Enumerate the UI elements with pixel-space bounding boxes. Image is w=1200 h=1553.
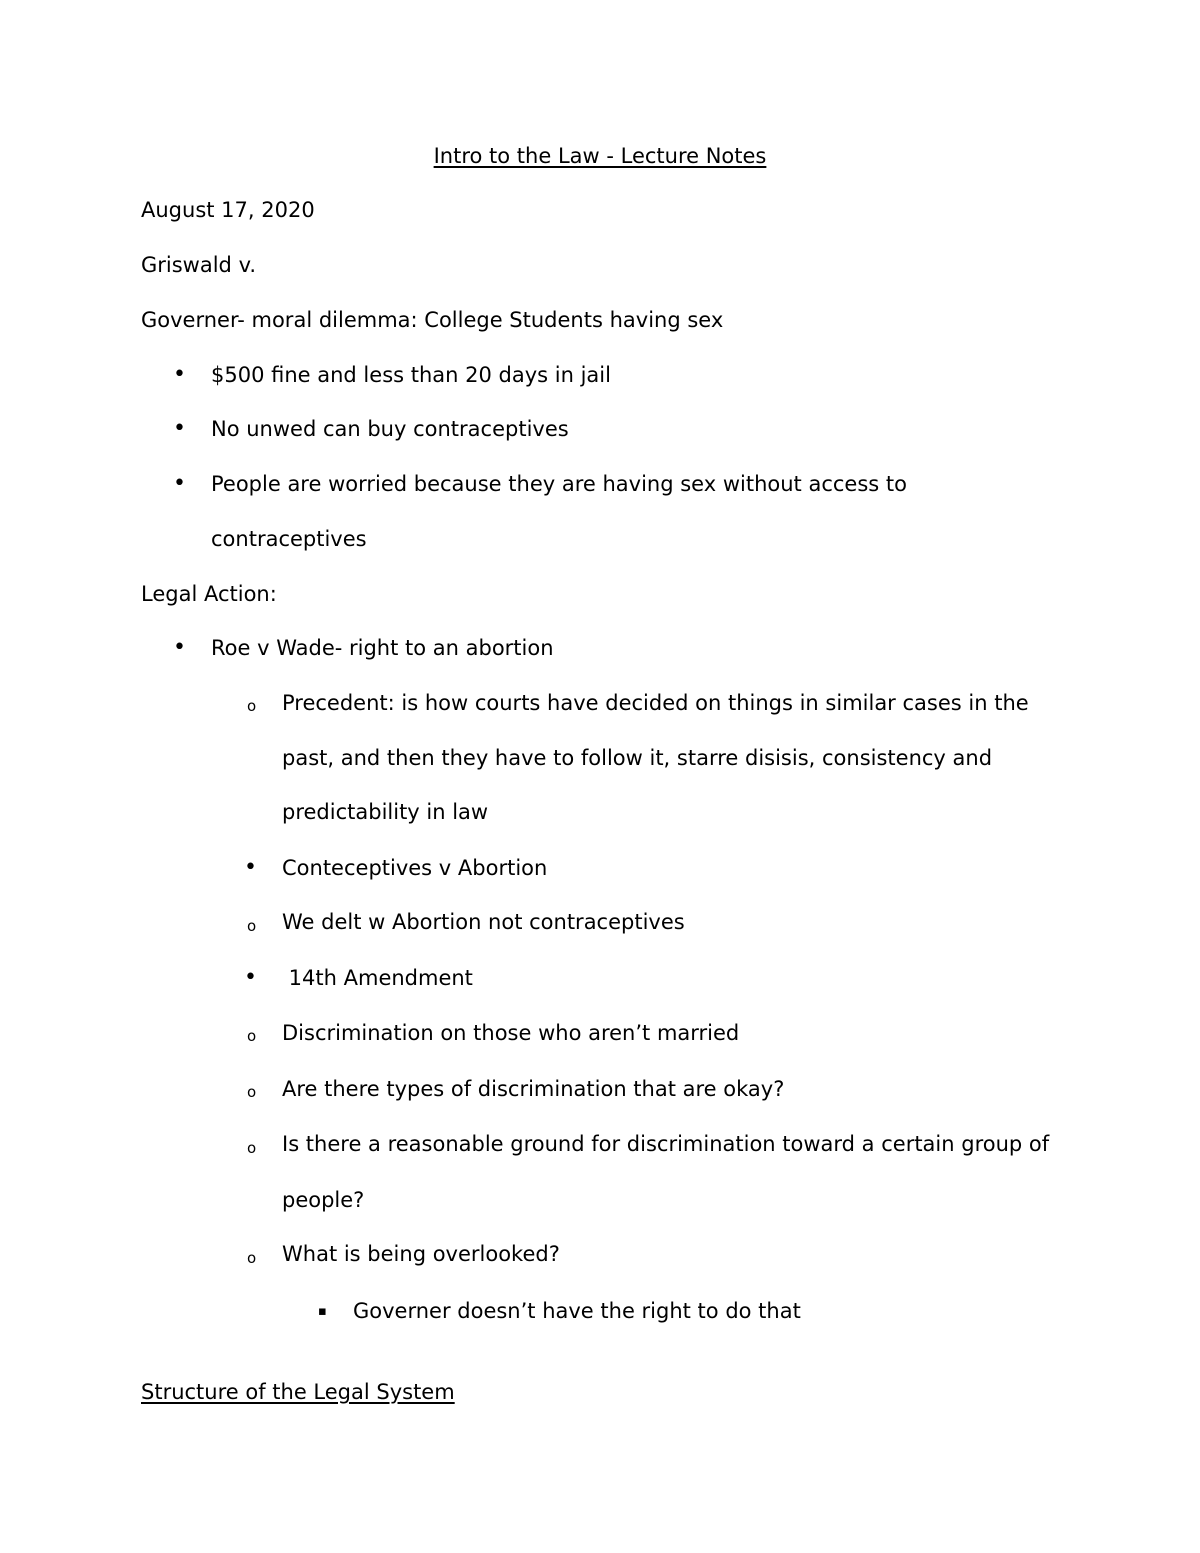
circle-marker: o — [247, 1139, 257, 1157]
list-item: Conteceptives v Abortion — [282, 856, 548, 880]
circle-marker: o — [247, 697, 257, 715]
list-item: Is there a reasonable ground for discrimination toward a certain group of — [282, 1132, 1050, 1156]
list-item: Precedent: is how courts have decided on things in similar cases in the — [282, 691, 1029, 715]
bullet-marker: • — [173, 416, 186, 441]
list-item: Discrimination on those who aren’t married — [282, 1021, 740, 1045]
bullet-marker: • — [173, 635, 186, 660]
list-item: 14th Amendment — [282, 966, 473, 990]
bullet-marker: • — [244, 855, 257, 880]
case-name: Griswald v. — [141, 253, 257, 277]
list-item: What is being overlooked? — [282, 1242, 560, 1266]
list-item: Roe v Wade- right to an abortion — [211, 636, 554, 660]
circle-marker: o — [247, 917, 257, 935]
list-item: $500 fine and less than 20 days in jail — [211, 363, 611, 387]
bullet-marker: • — [173, 471, 186, 496]
list-item-continuation: people? — [282, 1188, 365, 1212]
circle-marker: o — [247, 1027, 257, 1045]
document-title: Intro to the Law - Lecture Notes — [433, 144, 767, 168]
bullet-marker: • — [244, 965, 257, 990]
bullet-marker: • — [173, 362, 186, 387]
list-item: Are there types of discrimination that are okay? — [282, 1077, 785, 1101]
list-item-continuation: contraceptives — [211, 527, 367, 551]
legal-action-label: Legal Action: — [141, 582, 277, 606]
list-item-continuation: past, and then they have to follow it, starre disisis, consistency and — [282, 746, 993, 770]
list-item: We delt w Abortion not contraceptives — [282, 910, 685, 934]
list-item: No unwed can buy contraceptives — [211, 417, 569, 441]
list-item: People are worried because they are having sex without access to — [211, 472, 907, 496]
section-heading: Structure of the Legal System — [141, 1380, 455, 1404]
list-item: Governer doesn’t have the right to do that — [353, 1299, 801, 1323]
circle-marker: o — [247, 1249, 257, 1267]
square-marker: ▪ — [318, 1304, 327, 1319]
intro-line: Governer- moral dilemma: College Students having sex — [141, 308, 724, 332]
list-item-continuation: predictability in law — [282, 800, 489, 824]
circle-marker: o — [247, 1083, 257, 1101]
date-line: August 17, 2020 — [141, 198, 315, 222]
